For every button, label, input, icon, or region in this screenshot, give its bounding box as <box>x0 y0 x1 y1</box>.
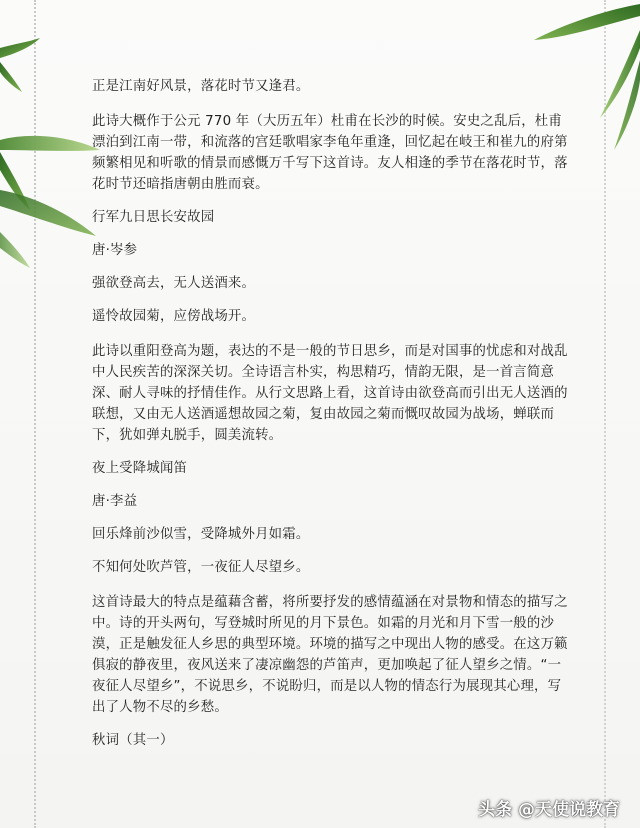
poem-title: 行军九日思长安故园 <box>92 210 215 225</box>
poem-author: 唐·李益 <box>92 494 138 509</box>
poem-line: 不知何处吹芦管，一夜征人尽望乡。 <box>92 560 310 575</box>
poem-line: 正是江南好风景，落花时节又逢君。 <box>92 79 310 94</box>
poem-line: 遥怜故园菊，应傍战场开。 <box>92 309 256 324</box>
commentary-paragraph: 此诗以重阳登高为题，表达的不是一般的节日思乡，而是对国事的忧虑和对战乱中人民疾苦的深深关切。全诗语言朴实，构思精巧，情韵无限，是一首言简意深、耐人寻味的抒情佳作。从行文思路上看，这首诗由欲登高而引出无人送酒的联想，又由无人送酒遥想故园之菊，复由故园之菊而慨叹故园为战场，蝉联而下，犹如弹丸脱手，圆美流转。 <box>92 344 568 443</box>
commentary-paragraph: 这首诗最大的特点是蕴藉含蓄，将所要抒发的感情蕴涵在对景物和情态的描写之中。诗的开头两句，写登城时所见的月下景色。如霜的月光和月下雪一般的沙漠，正是触发征人乡思的典型环境。环境的描写之中现出人物的感受。在这万籁俱寂的静夜里，夜风送来了凄凉幽怨的芦笛声，更加唤起了征人望乡之情。“一夜征人尽望乡”，不说思乡，不说盼归，而是以人物的情态行为展现其心理，写出了人物不尽的乡愁。 <box>92 595 568 715</box>
watermark: 头条 @天使说教育 <box>478 800 620 820</box>
commentary-paragraph: 此诗大概作于公元 770 年（大历五年）杜甫在长沙的时候。安史之乱后，杜甫漂泊到江南一带，和流落的宫廷歌唱家李龟年重逢，回忆起在岐王和崔九的府第频繁相见和听歌的情景而感慨万千写下这首诗。友人相逢的季节在落花时节，落花时节还暗指唐朝由胜而衰。 <box>92 114 568 192</box>
poem-author: 唐·岑参 <box>92 243 138 258</box>
poem-title: 秋词（其一） <box>92 733 174 748</box>
document-body <box>92 76 572 751</box>
poem-line: 回乐烽前沙似雪，受降城外月如霜。 <box>92 527 310 542</box>
poem-line: 强欲登高去，无人送酒来。 <box>92 276 256 291</box>
poem-title: 夜上受降城闻笛 <box>92 461 188 476</box>
